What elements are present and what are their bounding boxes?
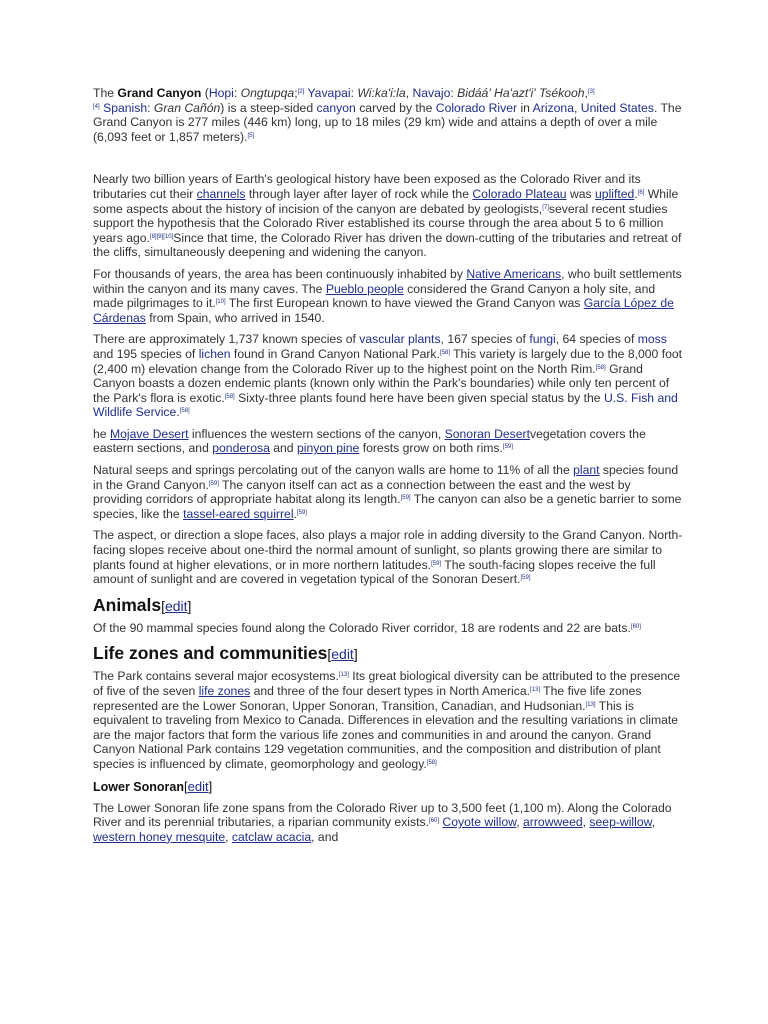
link-fungi[interactable]: fungi bbox=[529, 332, 556, 347]
link-ponderosa[interactable]: ponderosa bbox=[212, 441, 270, 456]
link-vascular-plants[interactable]: vascular plants bbox=[359, 332, 441, 347]
animals-paragraph: Of the 90 mammal species found along the Colorado River corridor, 18 are rodents and 22 are bats.[60] bbox=[93, 620, 641, 635]
section-heading-animals: Animals[edit] bbox=[93, 594, 192, 615]
link-sonoran-desert[interactable]: Sonoran Desert bbox=[444, 426, 530, 441]
link-us-fish-and-wildlife-service[interactable]: U.S. Fish and Wildlife Service bbox=[93, 390, 678, 420]
article-body bbox=[93, 86, 683, 851]
link-western-honey-mesquite[interactable]: western honey mesquite bbox=[93, 829, 226, 844]
link-coyote-willow[interactable]: Coyote willow bbox=[442, 815, 517, 830]
intro-paragraph: The Grand Canyon (Hopi: Ongtupqa;[2] Yavapai: Wi:ka'i:la, Navajo: Bidáá' Ha'azt'i' Tsékooh,[3] [4] Spanish: Gran Cañón) is a steep-sided canyon carved by the Colorado River in Arizona, United States. The Grand Canyon is 277 miles (446 km) long, up to 18 miles (29 km) wide and attains a depth of over a mile (6,093 feet or 1,857 meters).[5] bbox=[93, 86, 682, 144]
citation[interactable]: [59] bbox=[400, 495, 411, 502]
link-plant[interactable]: plant bbox=[573, 463, 600, 478]
geology-paragraph: Nearly two billion years of Earth's geological history have been exposed as the Colorado River and its tributaries cut their channels through layer after layer of rock while the Colorado Plateau was uplifted.[6] While some aspects about the history of incision of the canyon are debated by geologists,[7]several recent studies support the hypothesis that the Colorado River established its course through the area about 5 to 6 million years ago.[8][9][10]Since that time, the Colorado River has driven the down-cutting of the tributaries and retreat of the cliffs, simultaneously deepening and widening the canyon. bbox=[93, 172, 682, 260]
edit-link[interactable]: edit bbox=[331, 646, 354, 663]
link-garcia-lopez-de-cardenas[interactable]: García López de Cárdenas bbox=[93, 296, 674, 325]
citation[interactable]: [58] bbox=[595, 364, 606, 371]
citation[interactable]: [59] bbox=[296, 509, 307, 516]
deserts-paragraph: he Mojave Desert influences the western sections of the canyon, Sonoran Desertvegetation covers the eastern sections, and ponderosa and pinyon pine forests grow on both rims.[59] bbox=[93, 426, 646, 456]
link-native-americans[interactable]: Native Americans bbox=[466, 266, 562, 281]
aspect-paragraph: The aspect, or direction a slope faces, also plays a major role in adding diversity to the Grand Canyon. North-facing slopes receive about one-third the normal amount of sunlight, so plants growing there are similar to plants found at higher elevations, or in more northern latitudes.[59] The south-facing slopes receive the full amount of sunlight and are covered in vegetation typical of the Sonoran Desert.[59] bbox=[93, 528, 683, 587]
citation[interactable]: [59] bbox=[208, 480, 219, 487]
link-tassel-eared-squirrel[interactable]: tassel-eared squirrel bbox=[183, 506, 294, 521]
section-heading-life-zones: Life zones and communities[edit] bbox=[93, 643, 358, 664]
link-life-zones[interactable]: life zones bbox=[198, 684, 251, 698]
springs-paragraph: Natural seeps and springs percolating out of the canyon walls are home to 11% of all the plant species found in the Grand Canyon.[59] The canyon itself can act as a connection between the east and the west by providing corridors of appropriate habitat along its length.[59] The canyon can also be a genetic barrier to some species, like the tassel-eared squirrel.[59] bbox=[93, 463, 682, 521]
link-spanish[interactable]: Spanish bbox=[103, 100, 148, 115]
link-arizona[interactable]: Arizona bbox=[532, 100, 574, 115]
citation[interactable]: [2] bbox=[297, 89, 305, 95]
link-mojave-desert[interactable]: Mojave Desert bbox=[109, 426, 189, 441]
lower-sonoran-paragraph: The Lower Sonoran life zone spans from the Colorado River up to 3,500 feet (1,100 m). Along the Colorado River and its perennial tributaries, a riparian community exists.[60] Coyote willow, arrowweed, seep-willow, western honey mesquite, catclaw acacia, and bbox=[93, 800, 672, 844]
subsection-heading-lower-sonoran: Lower Sonoran[edit] bbox=[93, 778, 213, 794]
citation[interactable]: [6] bbox=[637, 189, 645, 196]
life-zones-paragraph: The Park contains several major ecosystems.[13] Its great biological diversity can be attributed to the presence of five of the seven life zones and three of the four desert types in North America.[13] The five life zones represented are the Lower Sonoran, Upper Sonoran, Transition, Canadian, and Hudsonian.[13] This is equivalent to traveling from Mexico to Canada. Differences in elevation and the resulting variations in climate are the major factors that form the various life zones and communities in and around the canyon. Grand Canyon National Park contains 129 vegetation communities, and the composition and distribution of plant species is influenced by climate, geomorphology and geology.[58] bbox=[93, 669, 681, 771]
citation[interactable]: [59] bbox=[431, 560, 442, 567]
link-uplifted[interactable]: uplifted bbox=[595, 186, 635, 201]
link-hopi[interactable]: Hopi bbox=[208, 86, 234, 100]
citation[interactable]: [60] bbox=[630, 623, 641, 630]
citation[interactable]: [10] bbox=[215, 299, 226, 306]
citation[interactable]: [7] bbox=[542, 204, 549, 211]
citation[interactable]: [3] bbox=[587, 89, 595, 95]
plants-paragraph: There are approximately 1,737 known species of vascular plants, 167 species of fungi, 64 species of moss and 195 species of lichen found in Grand Canyon National Park.[58] This variety is largely due to the 8,000 foot (2,400 m) elevation change from the Colorado River up to the highest point on the North Rim.[58] Grand Canyon boasts a dozen endemic plants (known only within the Park's boundaries) while only ten percent of the Park's flora is exotic.[58] Sixty-three plants found here have been given special status by the U.S. Fish and Wildlife Service.[58] bbox=[93, 332, 683, 420]
link-arrowweed[interactable]: arrowweed bbox=[523, 815, 583, 830]
link-navajo[interactable]: Navajo bbox=[412, 86, 451, 100]
citation[interactable]: [8][9][10] bbox=[149, 233, 174, 240]
section-gap bbox=[93, 151, 683, 172]
link-pueblo-people[interactable]: Pueblo people bbox=[325, 281, 404, 296]
inhabitants-paragraph: For thousands of years, the area has been continuously inhabited by Native Americans, who built settlements within the canyon and its many caves. The Pueblo people considered the Grand Canyon a holy site, and made pilgrimages to it.[10] The first European known to have viewed the Grand Canyon was García López de Cárdenas from Spain, who arrived in 1540. bbox=[93, 266, 682, 325]
link-united-states[interactable]: United States bbox=[580, 100, 654, 115]
article-subject: Grand Canyon bbox=[117, 86, 202, 100]
citation[interactable]: [5] bbox=[247, 132, 255, 139]
link-colorado-river[interactable]: Colorado River bbox=[435, 100, 518, 115]
link-lichen[interactable]: lichen bbox=[198, 346, 231, 361]
link-yavapai[interactable]: Yavapai bbox=[307, 86, 351, 100]
citation[interactable]: [58] bbox=[224, 393, 235, 400]
link-channels[interactable]: channels bbox=[196, 186, 246, 201]
link-canyon[interactable]: canyon bbox=[316, 100, 356, 115]
citation[interactable]: [59] bbox=[502, 444, 513, 451]
edit-link[interactable]: edit bbox=[187, 778, 209, 794]
link-catclaw-acacia[interactable]: catclaw acacia bbox=[231, 829, 312, 844]
citation[interactable]: [58] bbox=[439, 349, 450, 356]
citation[interactable]: [13] bbox=[585, 701, 596, 708]
link-colorado-plateau[interactable]: Colorado Plateau bbox=[472, 186, 567, 201]
link-moss[interactable]: moss bbox=[637, 332, 667, 347]
citation[interactable]: [4] bbox=[93, 103, 100, 110]
edit-link[interactable]: edit bbox=[164, 597, 188, 614]
citation[interactable]: [58] bbox=[179, 408, 190, 415]
citation[interactable]: [13] bbox=[530, 687, 541, 693]
citation[interactable]: [58] bbox=[426, 759, 437, 766]
citation[interactable]: [59] bbox=[520, 575, 531, 582]
citation[interactable]: [13] bbox=[338, 672, 349, 679]
citation[interactable]: [60] bbox=[428, 818, 439, 825]
link-pinyon-pine[interactable]: pinyon pine bbox=[296, 441, 360, 456]
link-seep-willow[interactable]: seep-willow bbox=[589, 815, 652, 830]
